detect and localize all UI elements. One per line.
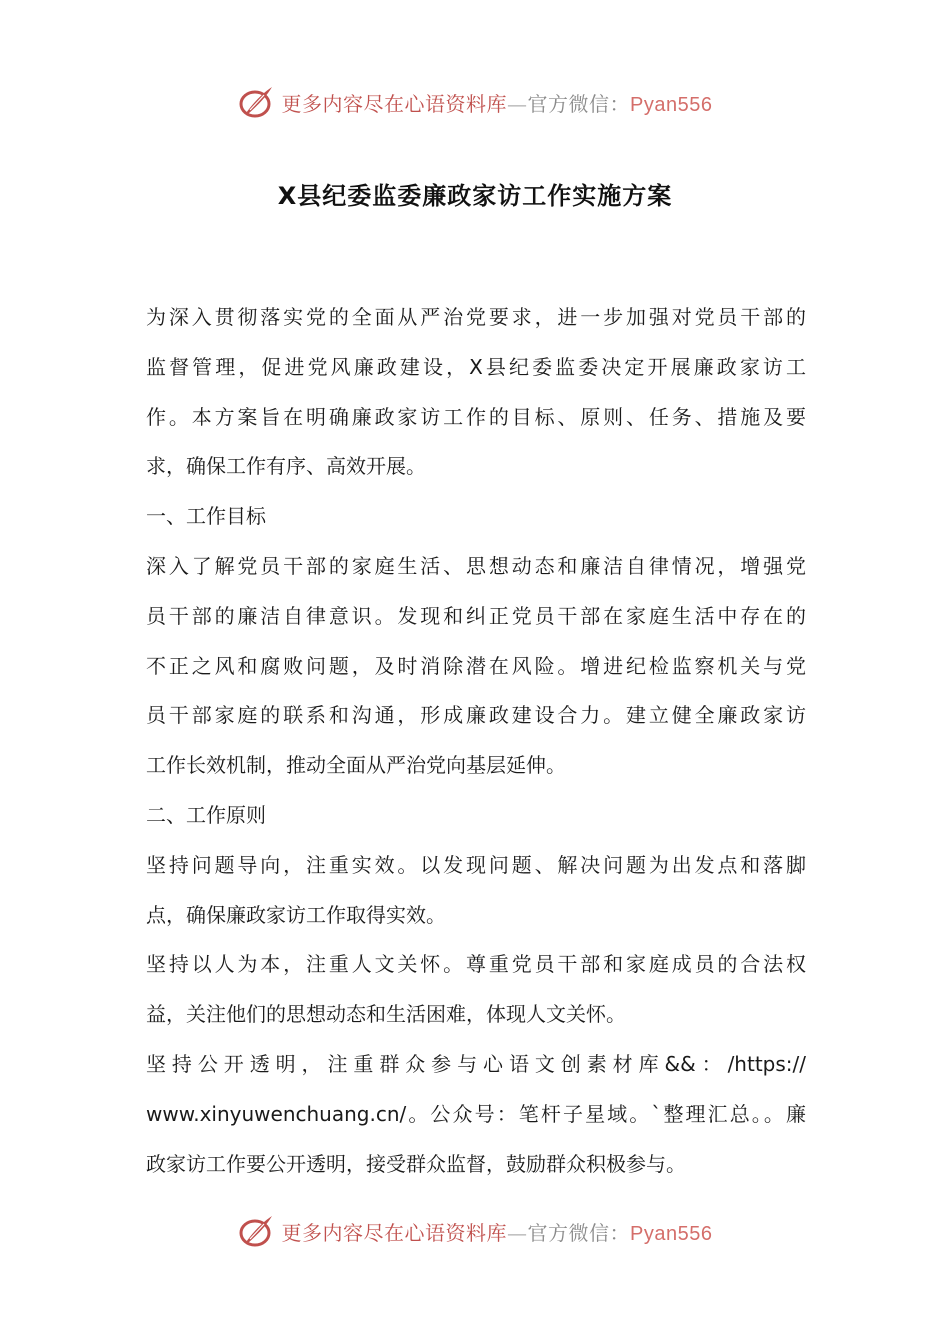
footer-banner-dash: — bbox=[507, 1220, 528, 1245]
quill-pen-logo-icon bbox=[238, 1212, 276, 1250]
body-line: 政家访工作要公开透明，接受群众监督，鼓励群众积极参与。 bbox=[146, 1151, 686, 1176]
header-banner bbox=[0, 80, 950, 124]
footer-banner-text bbox=[282, 1217, 713, 1246]
body-line: 作。本方案旨在明确廉政家访工作的目标、原则、任务、措施及要 bbox=[146, 404, 806, 429]
header-banner-dash: — bbox=[507, 91, 528, 116]
body-line: 为深入贯彻落实党的全面从严治党要求，进一步加强对党员干部的 bbox=[146, 305, 806, 329]
body-line: 求，确保工作有序、高效开展。 bbox=[146, 454, 426, 479]
body-line: 工作长效机制，推动全面从严治党向基层延伸。 bbox=[146, 753, 566, 778]
header-banner-slogan: 更多内容尽在心语资料库 bbox=[281, 91, 508, 116]
body-line: 深入了解党员干部的家庭生活、思想动态和廉洁自律情况，增强党 bbox=[146, 553, 806, 578]
footer-banner-wechat-id: Pyan556 bbox=[630, 1222, 713, 1245]
body-line: 员干部的廉洁自律意识。发现和纠正党员干部在家庭生活中存在的 bbox=[146, 603, 806, 628]
header-banner-wechat-id: Pyan556 bbox=[630, 93, 713, 116]
header-banner-text bbox=[282, 88, 713, 117]
body-line: 坚持公开透明，注重群众参与心语文创素材库&&：/https:// bbox=[146, 1051, 806, 1076]
body-line: 坚持以人为本，注重人文关怀。尊重党员干部和家庭成员的合法权 bbox=[146, 952, 806, 977]
body-line: 员干部家庭的联系和沟通，形成廉政建设合力。建立健全廉政家访 bbox=[146, 703, 806, 728]
quill-pen-logo-icon bbox=[238, 83, 276, 121]
body-line: 点，确保廉政家访工作取得实效。 bbox=[146, 902, 446, 927]
section-heading: 二、工作原则 bbox=[146, 802, 266, 827]
document-body bbox=[146, 293, 806, 1189]
body-line: 益，关注他们的思想动态和生活困难，体现人文关怀。 bbox=[146, 1002, 626, 1027]
section-heading: 一、工作目标 bbox=[146, 504, 266, 529]
document-title: X县纪委监委廉政家访工作实施方案 bbox=[277, 182, 673, 210]
body-line: www.xinyuwenchuang.cn/。公众号：笔杆子星域。`整理汇总。。廉 bbox=[146, 1101, 806, 1126]
body-line: 不正之风和腐败问题，及时消除潜在风险。增进纪检监察机关与党 bbox=[146, 653, 806, 678]
header-banner-wechat-label: 官方微信： bbox=[527, 91, 631, 116]
footer-banner-wechat-label: 官方微信： bbox=[527, 1220, 631, 1245]
body-line: 监督管理，促进党风廉政建设，X县纪委监委决定开展廉政家访工 bbox=[146, 354, 806, 379]
footer-banner bbox=[0, 1209, 950, 1253]
footer-banner-slogan: 更多内容尽在心语资料库 bbox=[281, 1220, 508, 1245]
body-line: 坚持问题导向，注重实效。以发现问题、解决问题为出发点和落脚 bbox=[146, 852, 806, 877]
